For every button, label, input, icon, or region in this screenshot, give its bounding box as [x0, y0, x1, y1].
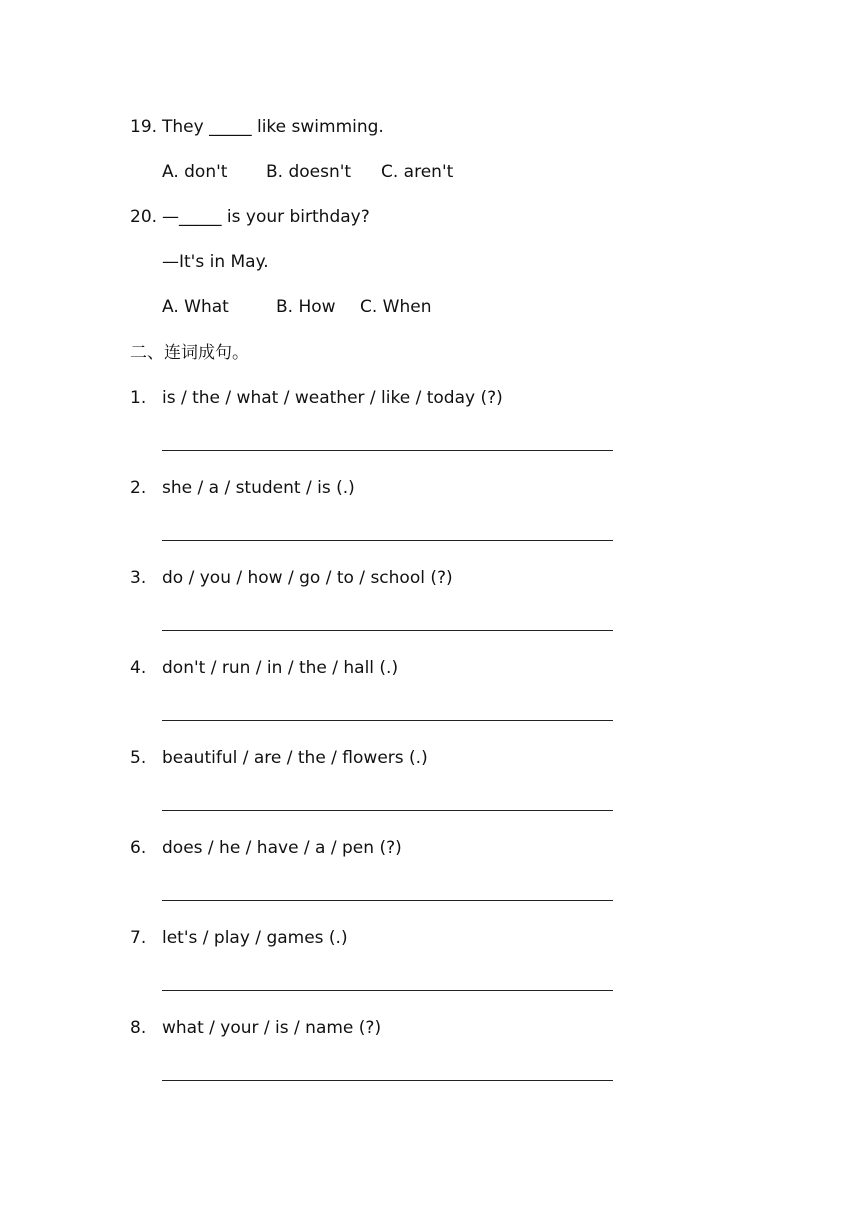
- question-19-option-c: C. aren't: [381, 162, 454, 182]
- item-7-prompt: let's / play / games (.): [162, 928, 348, 948]
- section-2-title: 二、连词成句。: [130, 343, 249, 363]
- item-5-number: 5.: [130, 748, 147, 768]
- item-3-prompt: do / you / how / go / to / school (?): [162, 568, 453, 588]
- item-5-prompt: beautiful / are / the / flowers (.): [162, 748, 428, 768]
- question-19-option-a: A. don't: [162, 162, 228, 182]
- item-3-answer-line[interactable]: [162, 630, 613, 631]
- item-6-number: 6.: [130, 838, 147, 858]
- item-4-number: 4.: [130, 658, 147, 678]
- item-1-prompt: is / the / what / weather / like / today (?): [162, 388, 503, 408]
- item-8-prompt: what / your / is / name (?): [162, 1018, 382, 1038]
- item-4-prompt: don't / run / in / the / hall (.): [162, 658, 399, 678]
- item-1-number: 1.: [130, 388, 147, 408]
- item-2-prompt: she / a / student / is (.): [162, 478, 355, 498]
- item-5-answer-line[interactable]: [162, 810, 613, 811]
- item-4-answer-line[interactable]: [162, 720, 613, 721]
- item-6-prompt: does / he / have / a / pen (?): [162, 838, 402, 858]
- question-20-number: 20.: [130, 207, 158, 227]
- question-19-option-b: B. doesn't: [266, 162, 352, 182]
- question-19-stem: They _____ like swimming.: [162, 117, 384, 137]
- item-8-answer-line[interactable]: [162, 1080, 613, 1081]
- item-2-number: 2.: [130, 478, 147, 498]
- item-7-number: 7.: [130, 928, 147, 948]
- item-8-number: 8.: [130, 1018, 147, 1038]
- item-3-number: 3.: [130, 568, 147, 588]
- item-2-answer-line[interactable]: [162, 540, 613, 541]
- item-1-answer-line[interactable]: [162, 450, 613, 451]
- item-7-answer-line[interactable]: [162, 990, 613, 991]
- question-19-number: 19.: [130, 117, 158, 137]
- question-20-option-c: C. When: [360, 297, 432, 317]
- question-20-option-a: A. What: [162, 297, 229, 317]
- question-20-stem: —_____ is your birthday?: [162, 207, 370, 227]
- question-20-reply: —It's in May.: [162, 252, 269, 272]
- item-6-answer-line[interactable]: [162, 900, 613, 901]
- question-20-option-b: B. How: [276, 297, 336, 317]
